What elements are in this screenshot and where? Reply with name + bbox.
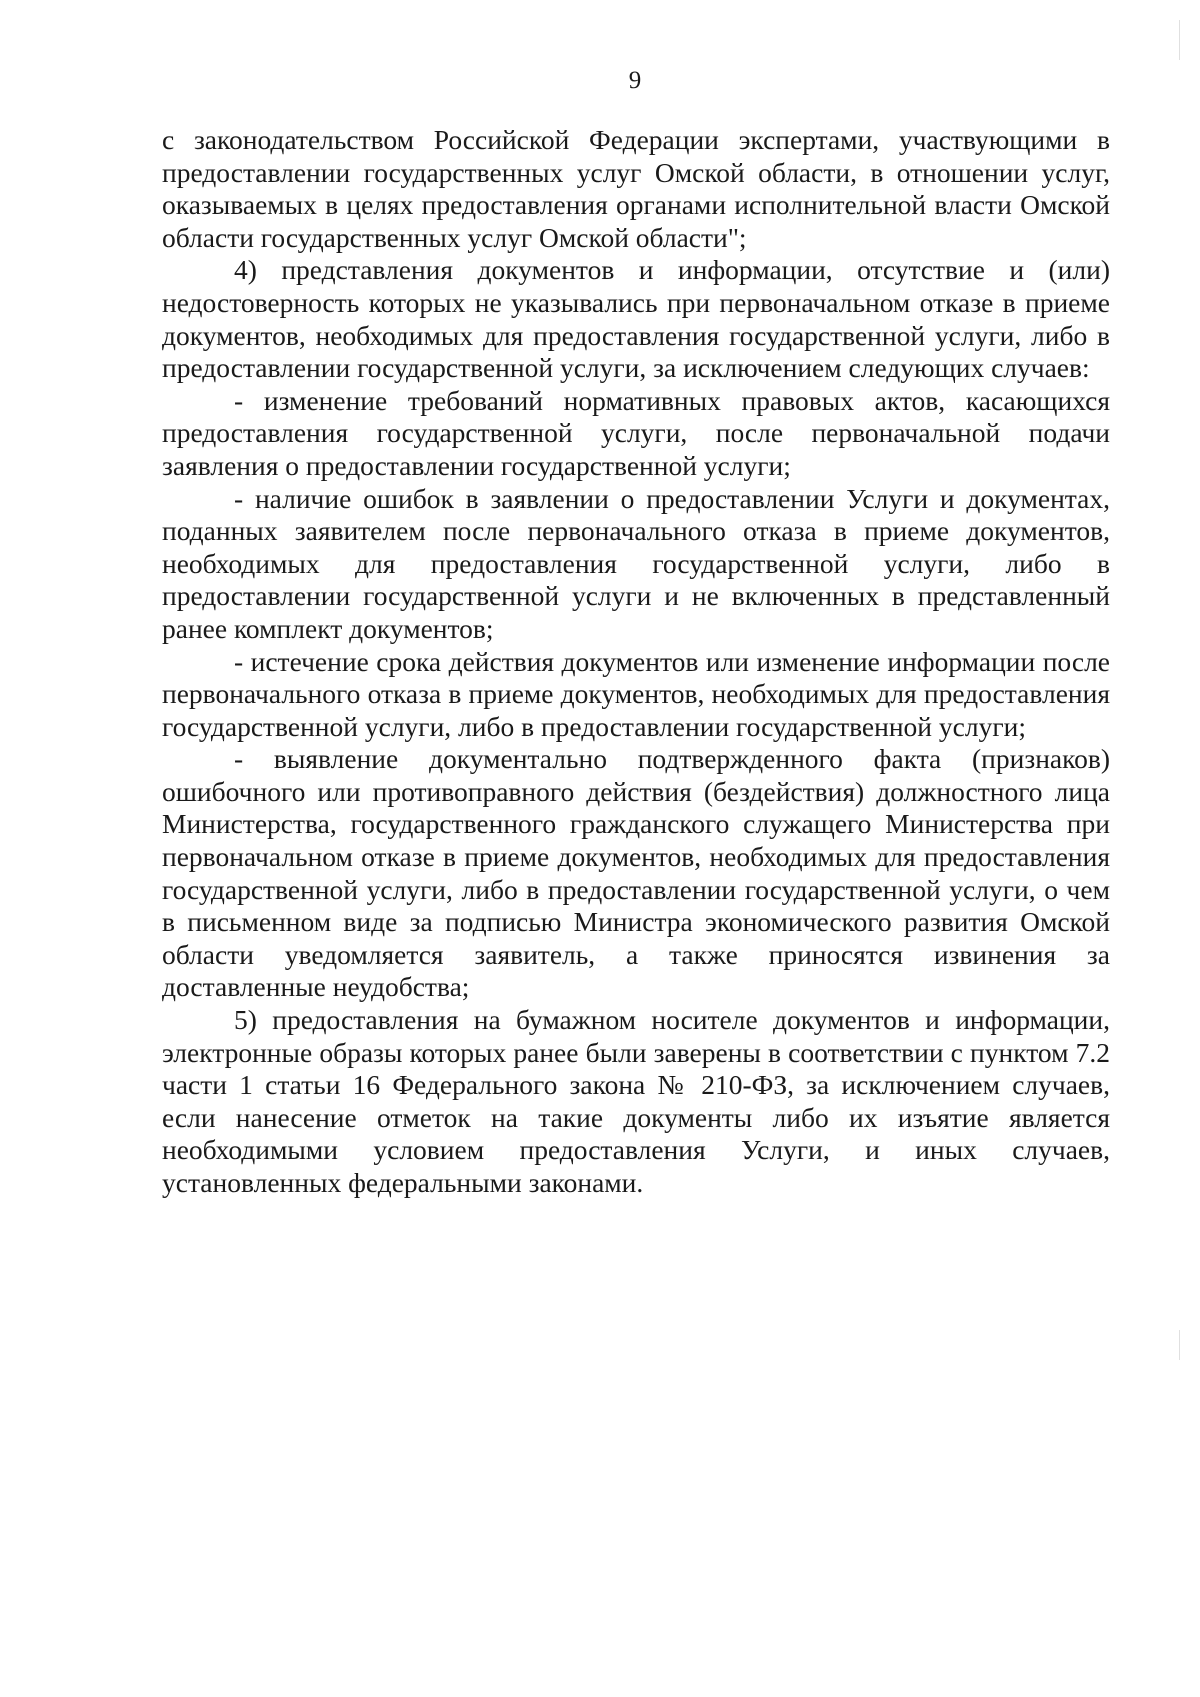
- page-number: 9: [628, 67, 642, 94]
- paragraph-item-4: 4) представления документов и информации, отсутствие и (или) недостоверность которых не указывались при первоначальном отказе в приеме документов, необходимых для предоставления государственной услуги, либо в предоставлении государственной услуги, за исключением следующих случаев:: [162, 254, 1110, 384]
- scan-edge-mark: [1179, 1330, 1180, 1360]
- paragraph-continuation: с законодательством Российской Федерации экспертами, участвующими в предоставлении государственных услуг Омской области, в отношении услуг, оказываемых в целях предоставления органами исполнительной власти Омской области государственных услуг Омской области";: [162, 124, 1110, 253]
- scan-edge-mark: [1179, 20, 1180, 60]
- paragraph-case-errors: - наличие ошибок в заявлении о предоставлении Услуги и документах, поданных заявителем после первоначального отказа в приеме документов, необходимых для предоставления государственной услуги, либо в предоставлении государственной услуги и не включенных в представленный ранее комплект документов;: [162, 482, 1110, 644]
- paragraph-case-misconduct: - выявление документально подтвержденного факта (признаков) ошибочного или противоправного действия (бездействия) должностного лица Министерства, государственного гражданского служащего Министерства при первоначальном отказе в приеме документов, необходимых для предоставления государственной услуги, либо в предоставлении государственной услуги, о чем в письменном виде за подписью Министра экономического развития Омской области уведомляется заявитель, а также приносятся извинения за доставленные неудобства;: [162, 743, 1110, 1003]
- paragraph-case-requirements-change: - изменение требований нормативных правовых актов, касающихся предоставления государственной услуги, после первоначальной подачи заявления о предоставлении государственной услуги;: [162, 384, 1110, 481]
- paragraph-item-5: 5) предоставления на бумажном носителе документов и информации, электронные образы которых ранее были заверены в соответствии с пунктом 7.2 части 1 статьи 16 Федерального закона № 210-ФЗ, за исключением случаев, если нанесение отметок на такие документы либо их изъятие является необходимыми условием предоставления Услуги, и иных случаев, установленных федеральными законами.: [162, 1004, 1110, 1198]
- paragraph-case-expiry: - истечение срока действия документов или изменение информации после первоначального отказа в приеме документов, необходимых для предоставления государственной услуги, либо в предоставлении государственной услуги;: [162, 645, 1110, 742]
- document-body: [162, 124, 1110, 1200]
